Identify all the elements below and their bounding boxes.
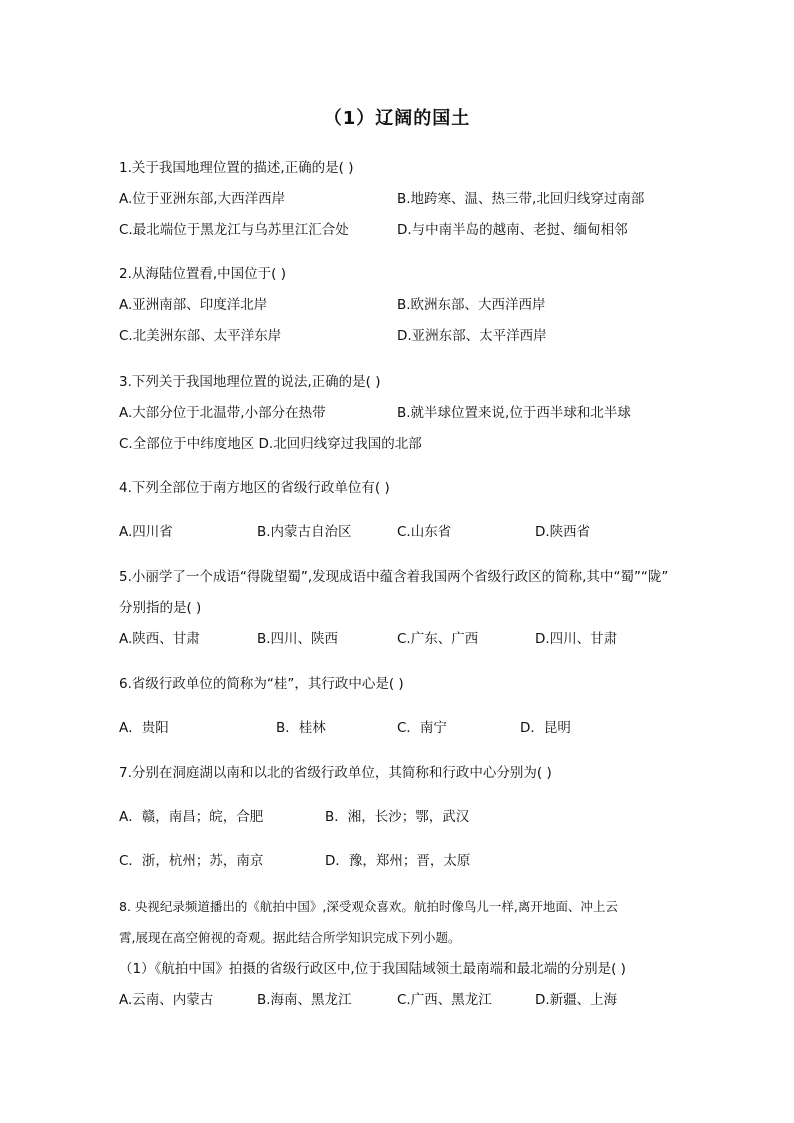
- question-2-option-b: B.欧洲东部、大西洋西岸: [397, 297, 546, 313]
- question-8-option-d: D.新疆、上海: [535, 992, 618, 1008]
- question-7-stem: 7.分别在洞庭湖以南和以北的省级行政单位，其简称和行政中心分别为( ): [119, 765, 552, 781]
- question-8-sub-1-stem: （1）《航拍中国》拍摄的省级行政区中,位于我国陆域领土最南端和最北端的分别是( ): [119, 961, 626, 977]
- question-1-stem: 1.关于我国地理位置的描述,正确的是( ): [119, 160, 354, 176]
- question-4-option-d: D.陕西省: [535, 524, 591, 540]
- question-7-option-d: D．豫，郑州；晋，太原: [325, 853, 471, 869]
- question-8-option-b: B.海南、黑龙江: [257, 992, 352, 1008]
- question-7-option-b: B．湘，长沙；鄂，武汉: [325, 809, 470, 825]
- question-1-option-a: A.位于亚洲东部,大西洋西岸: [119, 191, 286, 207]
- question-8-option-a: A.云南、内蒙古: [119, 992, 214, 1008]
- question-4-option-a: A.四川省: [119, 524, 173, 540]
- question-5-stem-line-2: 分别指的是( ): [119, 600, 202, 616]
- question-8-stem-line-1: 8. 央视纪录频道播出的《航拍中国》,深受观众喜欢。航拍时像鸟儿一样,离开地面、冲上云: [119, 899, 618, 914]
- question-7-option-c: C．浙，杭州；苏，南京: [119, 853, 264, 869]
- question-3-option-a: A.大部分位于北温带,小部分在热带: [119, 405, 326, 421]
- question-6-option-d: D．昆明: [520, 720, 571, 736]
- question-4-stem: 4.下列全部位于南方地区的省级行政单位有( ): [119, 480, 390, 496]
- question-7-option-a: A．赣，南昌；皖，合肥: [119, 809, 264, 825]
- question-3-option-cd: C.全部位于中纬度地区 D.北回归线穿过我国的北部: [119, 436, 422, 452]
- question-6-option-b: B．桂林: [276, 720, 326, 736]
- question-8-option-c: C.广西、黑龙江: [397, 992, 492, 1008]
- page-title: （1）辽阔的国土: [323, 108, 471, 129]
- question-5-option-b: B.四川、陕西: [257, 631, 339, 647]
- question-2-option-a: A.亚洲南部、印度洋北岸: [119, 297, 268, 313]
- question-4-option-c: C.山东省: [397, 524, 452, 540]
- question-2-stem: 2.从海陆位置看,中国位于( ): [119, 266, 286, 282]
- question-2-option-d: D.亚洲东部、太平洋西岸: [397, 328, 547, 344]
- question-1-option-d: D.与中南半岛的越南、老挝、缅甸相邻: [397, 222, 628, 238]
- question-6-option-a: A．贵阳: [119, 720, 169, 736]
- question-1-option-c: C.最北端位于黑龙江与乌苏里江汇合处: [119, 222, 349, 238]
- question-5-stem-line-1: 5.小丽学了一个成语“得陇望蜀”,发现成语中蕴含着我国两个省级行政区的简称,其中“蜀”“陇”: [119, 569, 669, 585]
- question-2-option-c: C.北美洲东部、太平洋东岸: [119, 328, 282, 344]
- question-5-option-c: C.广东、广西: [397, 631, 479, 647]
- question-5-option-a: A.陕西、甘肃: [119, 631, 200, 647]
- question-5-option-d: D.四川、甘肃: [535, 631, 618, 647]
- question-8-stem-line-2: 霄,展现在高空俯视的奇观。据此结合所学知识完成下列小题。: [119, 930, 461, 945]
- question-1-option-b: B.地跨寒、温、热三带,北回归线穿过南部: [397, 191, 645, 207]
- question-3-option-b: B.就半球位置来说,位于西半球和北半球: [397, 405, 631, 421]
- question-6-option-c: C．南宁: [397, 720, 447, 736]
- question-6-stem: 6.省级行政单位的简称为“桂”，其行政中心是( ): [119, 676, 404, 692]
- question-3-stem: 3.下列关于我国地理位置的说法,正确的是( ): [119, 374, 381, 390]
- question-4-option-b: B.内蒙古自治区: [257, 524, 352, 540]
